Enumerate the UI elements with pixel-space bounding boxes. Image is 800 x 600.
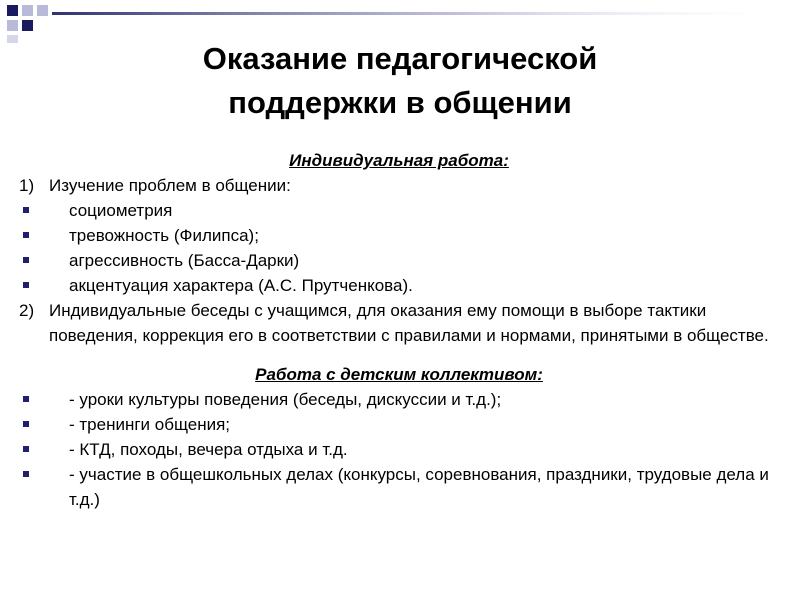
section-heading-collective: Работа с детским коллективом: — [255, 365, 543, 384]
decor-square-light — [7, 20, 18, 31]
item-number: 1) — [19, 176, 35, 195]
numbered-item-2 — [19, 298, 779, 348]
list-item: - уроки культуры поведения (беседы, дискуссии и т.д.); — [19, 387, 779, 412]
title-line-2: поддержки в общении — [228, 85, 572, 120]
decor-gradient-bar — [52, 12, 800, 15]
item-text: Индивидуальные беседы с учащимся, для оказания ему помощи в выборе тактики поведения, коррекция его в соответствии с правилами и нормами, принятыми в обществе. — [49, 301, 769, 345]
numbered-item-1 — [19, 173, 779, 198]
collective-work-list — [19, 387, 779, 512]
decor-square-dark — [7, 5, 18, 16]
decor-square-light — [22, 5, 33, 16]
bullet-square-icon — [23, 207, 29, 213]
list-item: агрессивность (Басса-Дарки) — [19, 248, 779, 273]
list-item: социометрия — [19, 198, 779, 223]
slide-content — [19, 148, 779, 512]
item-text: Изучение проблем в общении: — [49, 176, 291, 195]
decor-square-light — [37, 5, 48, 16]
list-item: - участие в общешкольных делах (конкурсы, соревнования, праздники, трудовые дела и т.д.) — [19, 462, 779, 512]
bullet-square-icon — [23, 257, 29, 263]
decor-square-dark — [22, 20, 33, 31]
bullet-square-icon — [23, 446, 29, 452]
list-item: акцентуация характера (А.С. Прутченкова). — [19, 273, 779, 298]
bullet-square-icon — [23, 396, 29, 402]
title-line-1: Оказание педагогической — [202, 41, 598, 76]
slide-title — [0, 37, 800, 125]
bullet-square-icon — [23, 421, 29, 427]
bullet-square-icon — [23, 282, 29, 288]
bullet-square-icon — [23, 471, 29, 477]
item-number: 2) — [19, 301, 35, 320]
study-methods-list — [19, 198, 779, 298]
list-item: - тренинги общения; — [19, 412, 779, 437]
section-heading-individual: Индивидуальная работа: — [289, 151, 509, 170]
list-item: - КТД, походы, вечера отдыха и т.д. — [19, 437, 779, 462]
list-item: тревожность (Филипса); — [19, 223, 779, 248]
bullet-square-icon — [23, 232, 29, 238]
